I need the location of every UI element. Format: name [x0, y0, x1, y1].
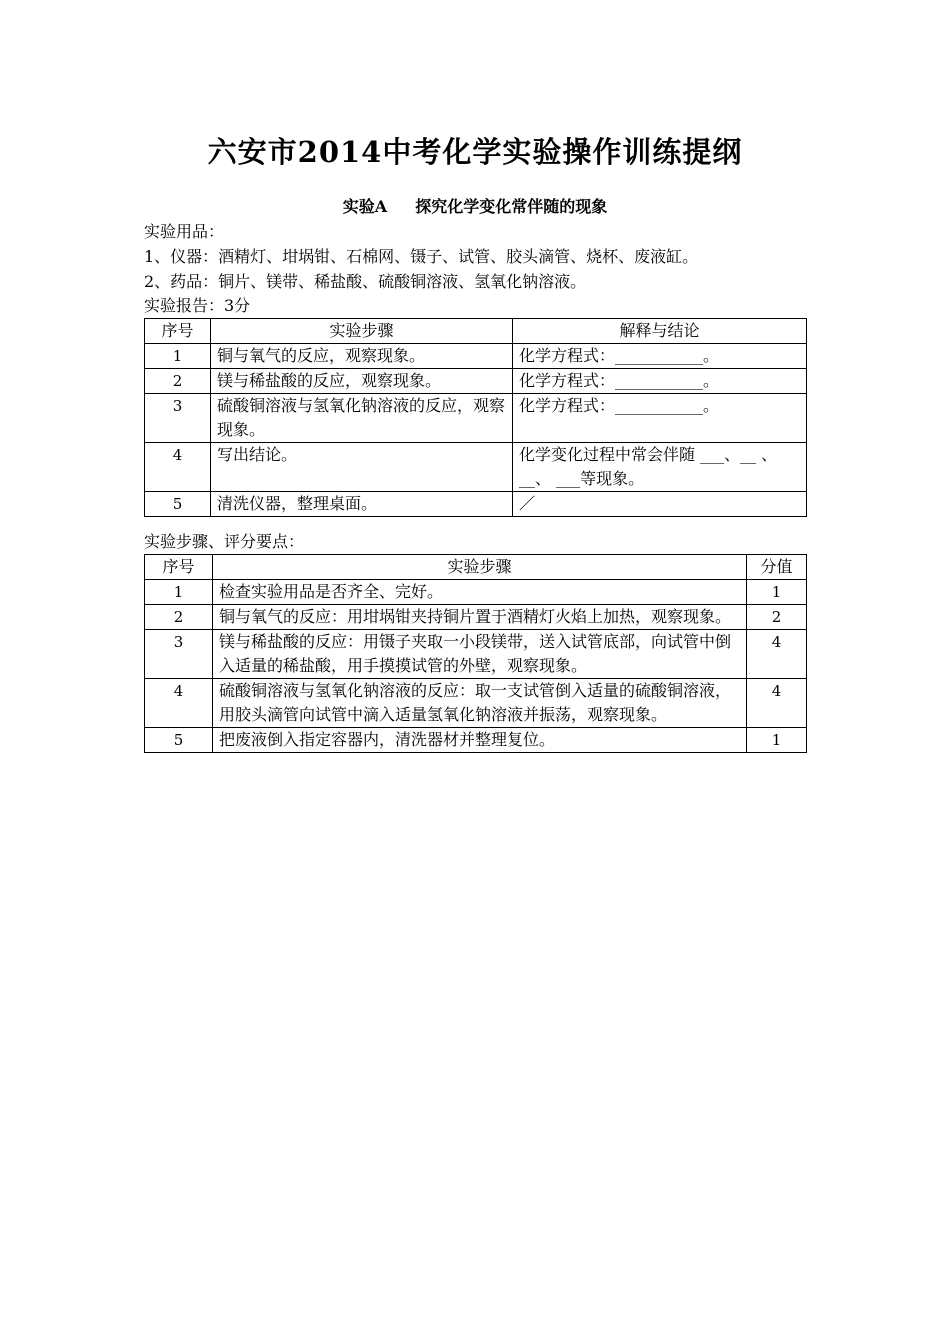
- report-table: [144, 318, 807, 517]
- header-result: 解释与结论: [513, 319, 807, 344]
- row-step: 硫酸铜溶液与氢氧化钠溶液的反应，观察现象。: [211, 394, 513, 443]
- row-score: 4: [747, 679, 807, 728]
- materials-instruments: 1、仪器：酒精灯、坩埚钳、石棉网、镊子、试管、胶头滴管、烧杯、废液缸。: [144, 247, 699, 266]
- row-result: 化学方程式：___________。: [513, 394, 807, 443]
- row-step: 硫酸铜溶液与氢氧化钠溶液的反应：取一支试管倒入适量的硫酸铜溶液，用胶头滴管向试管中滴入适量氢氧化钠溶液并振荡，观察现象。: [213, 679, 747, 728]
- row-step: 写出结论。: [211, 443, 513, 492]
- row-no: 1: [145, 580, 213, 605]
- row-no: 5: [145, 492, 211, 517]
- row-result: 化学方程式：___________。: [513, 369, 807, 394]
- row-no: 5: [145, 728, 213, 753]
- table-header-row: [145, 555, 807, 580]
- row-step: 镁与稀盐酸的反应：用镊子夹取一小段镁带，送入试管底部，向试管中倒入适量的稀盐酸，用手摸摸试管的外壁，观察现象。: [213, 630, 747, 679]
- row-result: ／: [513, 492, 807, 517]
- header-no: 序号: [145, 555, 213, 580]
- table-row: [145, 394, 807, 443]
- row-step: 镁与稀盐酸的反应，观察现象。: [211, 369, 513, 394]
- table-row: [145, 580, 807, 605]
- scoring-heading: 实验步骤、评分要点：: [144, 532, 305, 551]
- row-step: 铜与氧气的反应，观察现象。: [211, 344, 513, 369]
- header-step: 实验步骤: [213, 555, 747, 580]
- experiment-code: 实验A: [342, 197, 388, 216]
- row-no: 3: [145, 394, 211, 443]
- table-header-row: [145, 319, 807, 344]
- table-row: [145, 344, 807, 369]
- materials-heading: 实验用品：: [144, 222, 225, 241]
- page-title: 六安市2014中考化学实验操作训练提纲: [207, 135, 743, 169]
- row-score: 2: [747, 605, 807, 630]
- row-no: 2: [145, 369, 211, 394]
- experiment-heading: [0, 195, 950, 219]
- row-no: 4: [145, 679, 213, 728]
- row-step: 把废液倒入指定容器内，清洗器材并整理复位。: [213, 728, 747, 753]
- row-score: 4: [747, 630, 807, 679]
- header-no: 序号: [145, 319, 211, 344]
- row-step: 检查实验用品是否齐全、完好。: [213, 580, 747, 605]
- table-row: [145, 728, 807, 753]
- row-result: 化学变化过程中常会伴随 ___、__ 、 __、 ___等现象。: [513, 443, 807, 492]
- report-heading: 实验报告：3分: [144, 296, 251, 315]
- table-row: [145, 630, 807, 679]
- row-step: 铜与氧气的反应：用坩埚钳夹持铜片置于酒精灯火焰上加热，观察现象。: [213, 605, 747, 630]
- materials-reagents: 2、药品：铜片、镁带、稀盐酸、硫酸铜溶液、氢氧化钠溶液。: [144, 272, 587, 291]
- table-row: [145, 369, 807, 394]
- row-step: 清洗仪器，整理桌面。: [211, 492, 513, 517]
- row-no: 1: [145, 344, 211, 369]
- row-no: 3: [145, 630, 213, 679]
- header-step: 实验步骤: [211, 319, 513, 344]
- header-score: 分值: [747, 555, 807, 580]
- row-result: 化学方程式：___________。: [513, 344, 807, 369]
- experiment-name: 探究化学变化常伴随的现象: [415, 197, 608, 216]
- table-row: [145, 492, 807, 517]
- scoring-table: [144, 554, 807, 753]
- table-row: [145, 605, 807, 630]
- row-score: 1: [747, 580, 807, 605]
- table-row: [145, 443, 807, 492]
- table-row: [145, 679, 807, 728]
- row-no: 2: [145, 605, 213, 630]
- row-no: 4: [145, 443, 211, 492]
- row-score: 1: [747, 728, 807, 753]
